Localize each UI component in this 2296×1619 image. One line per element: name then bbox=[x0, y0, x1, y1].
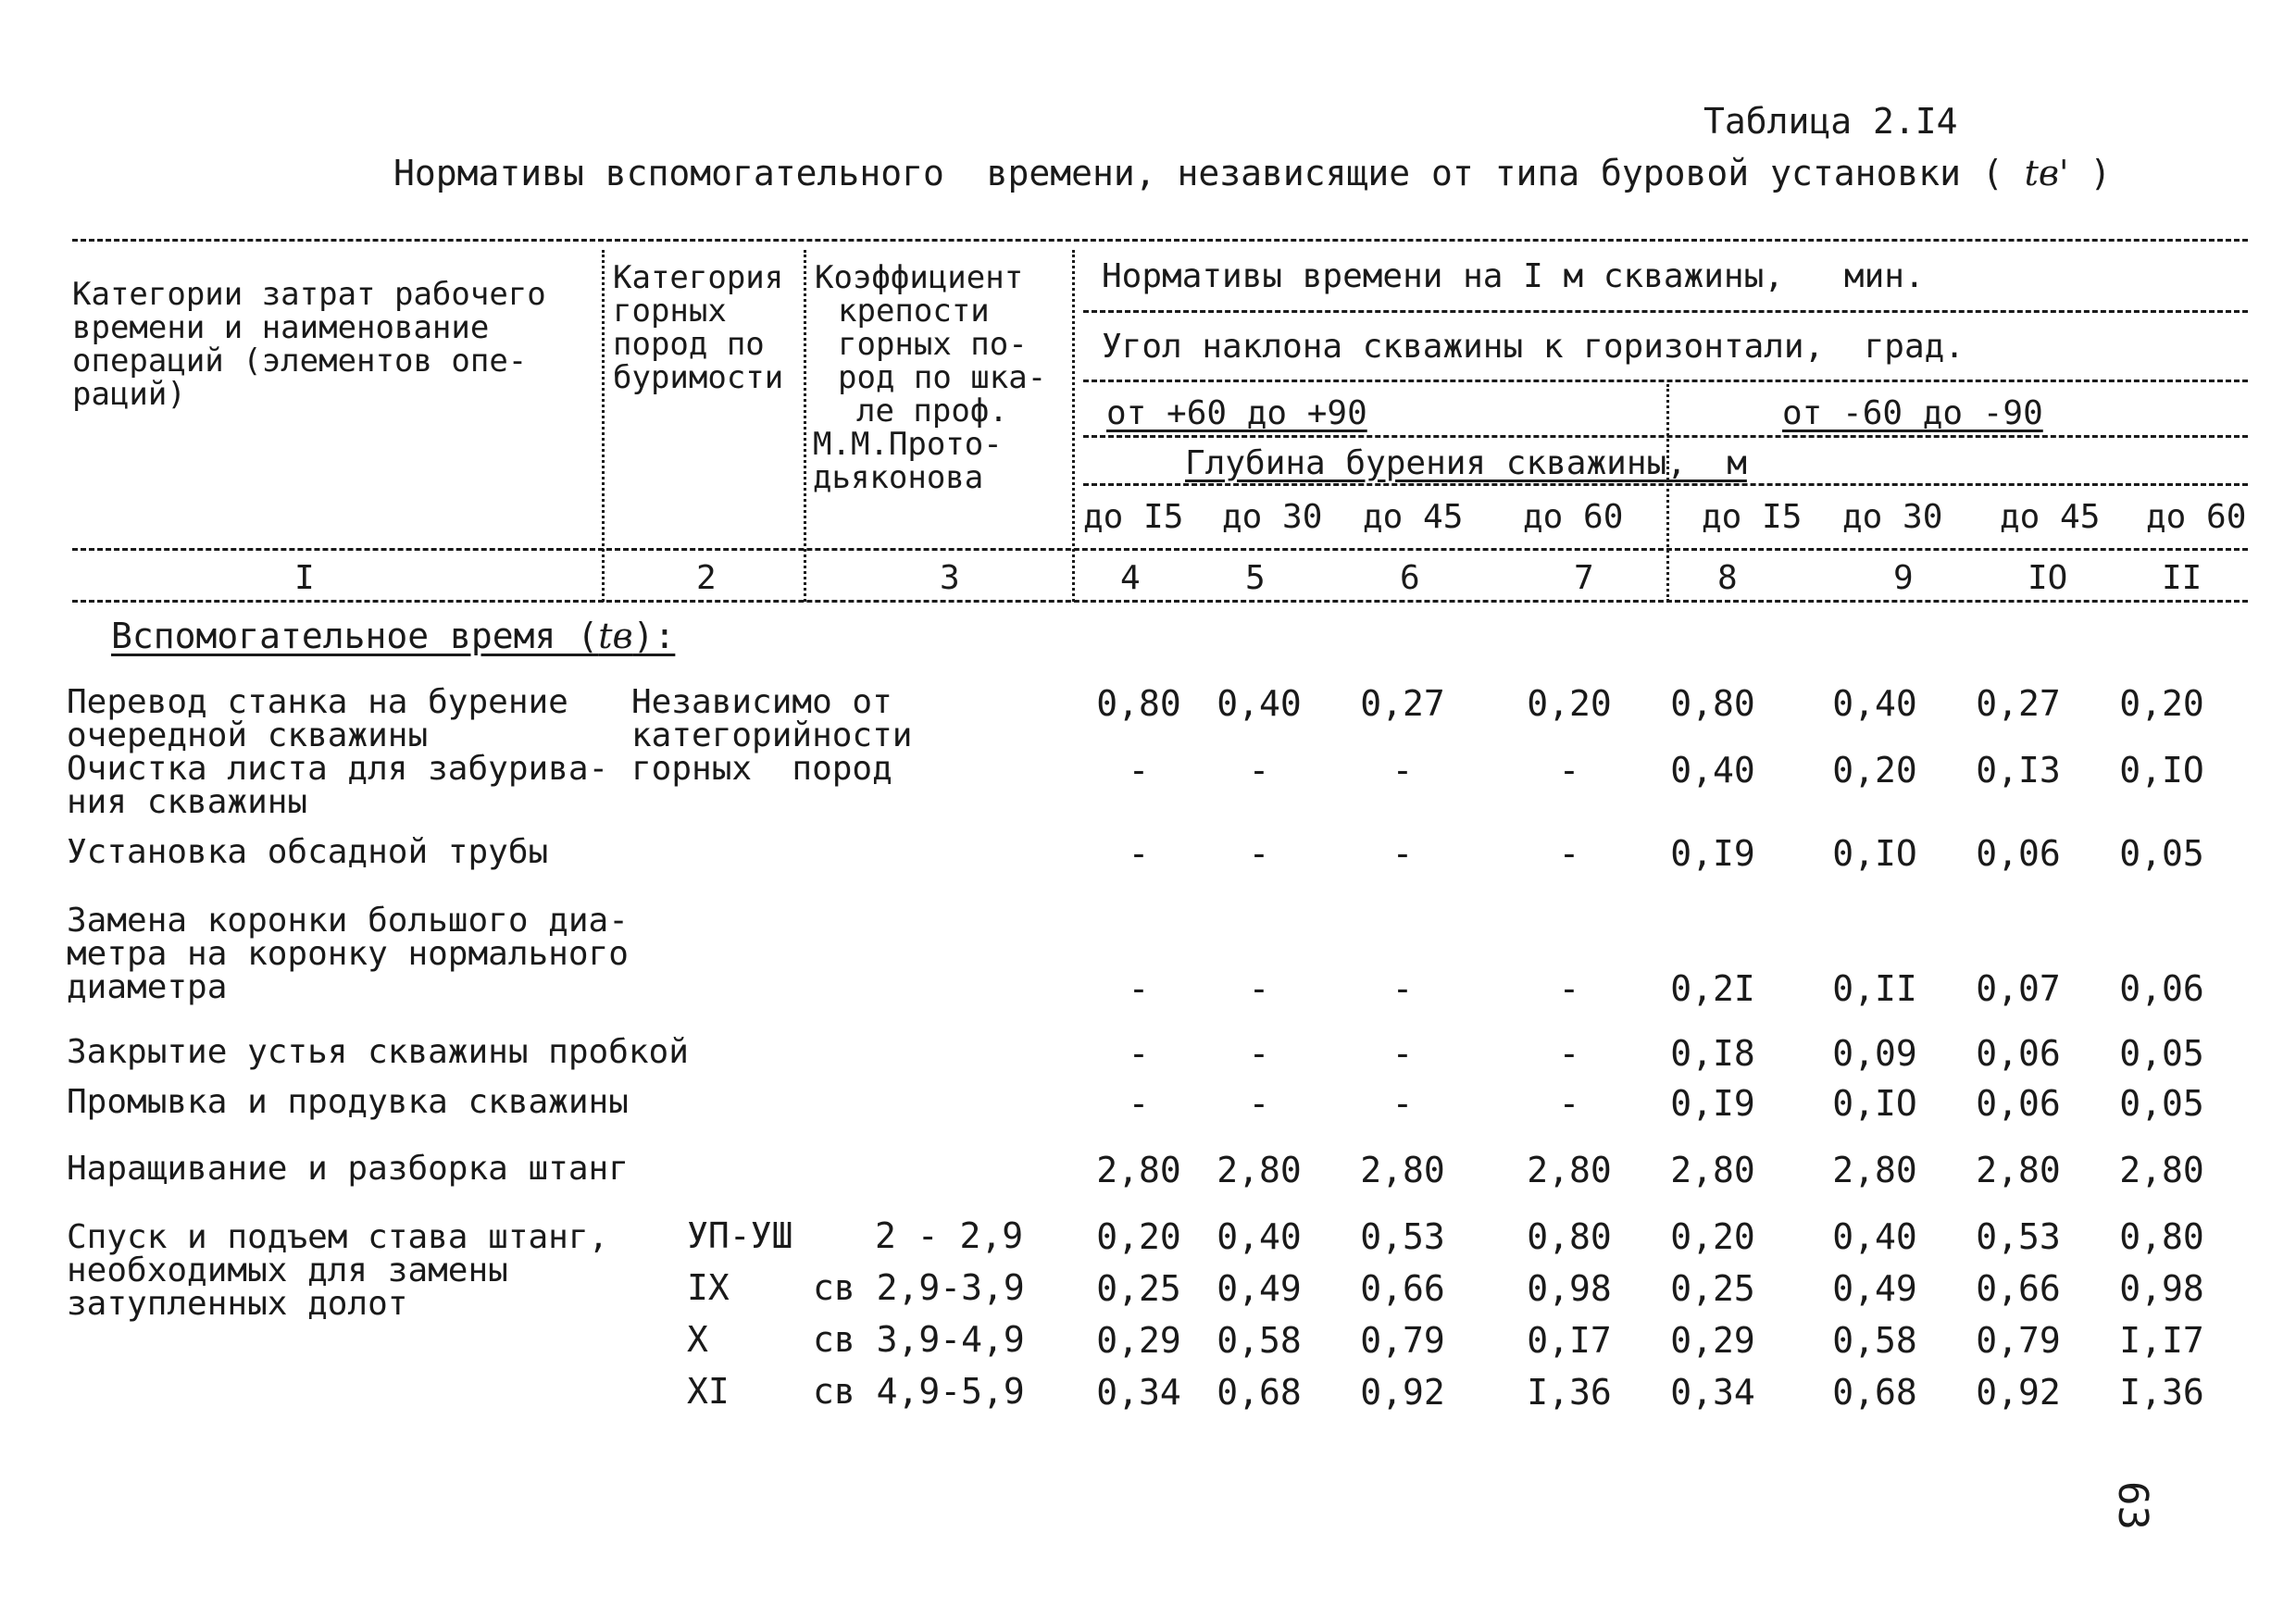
value-cell-r10-c10: 0,79 bbox=[1976, 1320, 2061, 1361]
col2-header-line3: пород по bbox=[613, 326, 765, 363]
title-text: Нормативы вспомогательного времени, независящие от типа буровой установки ( bbox=[393, 153, 2025, 193]
category-note-line3: горных пород bbox=[631, 750, 892, 788]
group-cat-3: X bbox=[687, 1319, 708, 1360]
value-cell-r5-c11: 0,05 bbox=[2119, 1033, 2204, 1074]
value-cell-r9-c8: 0,25 bbox=[1670, 1268, 1755, 1309]
value-cell-r4-c10: 0,07 bbox=[1976, 968, 2061, 1009]
value-cell-r3-c4: - bbox=[1128, 833, 1150, 874]
value-cell-r8-c9: 0,40 bbox=[1832, 1216, 1917, 1257]
value-cell-r6-c7: - bbox=[1558, 1083, 1580, 1124]
value-cell-r9-c5: 0,49 bbox=[1217, 1268, 1302, 1309]
colnum-3: 3 bbox=[940, 559, 960, 597]
value-cell-r2-c10: 0,I3 bbox=[1976, 750, 2061, 791]
value-cell-r1-c11: 0,20 bbox=[2119, 683, 2204, 724]
value-cell-r7-c9: 2,80 bbox=[1832, 1150, 1917, 1190]
col2-header-line4: буримости bbox=[613, 359, 784, 396]
value-cell-r2-c5: - bbox=[1248, 750, 1270, 791]
value-cell-r6-c6: - bbox=[1391, 1083, 1414, 1124]
colnum-6: 6 bbox=[1400, 559, 1420, 597]
col3-header-line6: М.М.Прото- bbox=[813, 426, 1003, 463]
value-cell-r11-c4: 0,34 bbox=[1096, 1372, 1181, 1413]
section-title-text: Вспомогательное время ( bbox=[111, 616, 599, 656]
depth-col-11: до 60 bbox=[2146, 498, 2247, 536]
rule-under-norm bbox=[1083, 310, 2248, 313]
value-cell-r3-c8: 0,I9 bbox=[1670, 833, 1755, 874]
colnum-5: 5 bbox=[1245, 559, 1266, 597]
group-coef-2: св 2,9-3,9 bbox=[813, 1267, 1025, 1308]
sep-col3 bbox=[1072, 250, 1075, 602]
value-cell-r11-c5: 0,68 bbox=[1217, 1372, 1302, 1413]
value-cell-r10-c5: 0,58 bbox=[1217, 1320, 1302, 1361]
value-cell-r1-c6: 0,27 bbox=[1360, 683, 1445, 724]
table-label: Таблица 2.I4 bbox=[1703, 101, 1958, 142]
value-cell-r2-c4: - bbox=[1128, 750, 1150, 791]
group-cat-4: XI bbox=[687, 1371, 730, 1412]
value-cell-r8-c10: 0,53 bbox=[1976, 1216, 2061, 1257]
rule-numbers-bottom bbox=[72, 600, 2248, 603]
value-cell-r10-c9: 0,58 bbox=[1832, 1320, 1917, 1361]
page-number: 63 bbox=[2109, 1481, 2156, 1530]
value-cell-r3-c11: 0,05 bbox=[2119, 833, 2204, 874]
value-cell-r4-c9: 0,II bbox=[1832, 968, 1917, 1009]
rule-under-angle bbox=[1083, 380, 2248, 382]
value-cell-r8-c8: 0,20 bbox=[1670, 1216, 1755, 1257]
colnum-1: I bbox=[294, 559, 315, 597]
value-cell-r3-c7: - bbox=[1558, 833, 1580, 874]
value-cell-r10-c8: 0,29 bbox=[1670, 1320, 1755, 1361]
value-cell-r4-c11: 0,06 bbox=[2119, 968, 2204, 1009]
row4-name-line3: диаметра bbox=[67, 968, 228, 1006]
value-cell-r5-c6: - bbox=[1391, 1033, 1414, 1074]
section-title-end: ): bbox=[632, 616, 676, 656]
value-cell-r7-c8: 2,80 bbox=[1670, 1150, 1755, 1190]
col3-header-line2: крепости bbox=[838, 293, 990, 330]
category-note-line1: Независимо от bbox=[631, 683, 892, 721]
colnum-2: 2 bbox=[696, 559, 717, 597]
category-note-line2: категорийности bbox=[631, 716, 913, 754]
value-cell-r5-c7: - bbox=[1558, 1033, 1580, 1074]
colnum-10: IO bbox=[2028, 559, 2068, 597]
value-cell-r4-c8: 0,2I bbox=[1670, 968, 1755, 1009]
value-cell-r1-c5: 0,40 bbox=[1217, 683, 1302, 724]
row3-name: Установка обсадной трубы bbox=[67, 833, 549, 871]
value-cell-r8-c7: 0,80 bbox=[1527, 1216, 1612, 1257]
col1-header-line4: раций) bbox=[72, 376, 186, 413]
col1-header-line2: времени и наименование bbox=[72, 309, 490, 346]
value-cell-r2-c9: 0,20 bbox=[1832, 750, 1917, 791]
value-cell-r5-c4: - bbox=[1128, 1033, 1150, 1074]
sep-range bbox=[1666, 384, 1669, 602]
colnum-4: 4 bbox=[1120, 559, 1141, 597]
value-cell-r8-c5: 0,40 bbox=[1217, 1216, 1302, 1257]
value-cell-r8-c6: 0,53 bbox=[1360, 1216, 1445, 1257]
rule-under-depth bbox=[1083, 483, 2248, 486]
section-title bbox=[111, 618, 675, 654]
value-cell-r11-c6: 0,92 bbox=[1360, 1372, 1445, 1413]
colnum-8: 8 bbox=[1717, 559, 1738, 597]
value-cell-r6-c10: 0,06 bbox=[1976, 1083, 2061, 1124]
col3-header-line4: род по шка- bbox=[838, 359, 1047, 396]
value-cell-r3-c10: 0,06 bbox=[1976, 833, 2061, 874]
value-cell-r1-c8: 0,80 bbox=[1670, 683, 1755, 724]
col3-header-line1: Коэффициент bbox=[815, 259, 1024, 296]
value-cell-r8-c11: 0,80 bbox=[2119, 1216, 2204, 1257]
value-cell-r10-c11: I,I7 bbox=[2119, 1320, 2204, 1361]
depth-col-4: до I5 bbox=[1083, 498, 1184, 536]
row7-name: Наращивание и разборка штанг bbox=[67, 1150, 629, 1188]
value-cell-r4-c5: - bbox=[1248, 968, 1270, 1009]
value-cell-r7-c7: 2,80 bbox=[1527, 1150, 1612, 1190]
value-cell-r6-c11: 0,05 bbox=[2119, 1083, 2204, 1124]
value-cell-r5-c10: 0,06 bbox=[1976, 1033, 2061, 1074]
group-coef-4: св 4,9-5,9 bbox=[813, 1371, 1025, 1412]
table-title bbox=[393, 153, 2112, 193]
section-symbol: tв bbox=[598, 616, 633, 656]
table-top-rule bbox=[72, 239, 2248, 242]
depth-col-9: до 30 bbox=[1842, 498, 1943, 536]
value-cell-r7-c11: 2,80 bbox=[2119, 1150, 2204, 1190]
sep-col1 bbox=[602, 250, 605, 602]
col2-header-line2: горных bbox=[613, 293, 727, 330]
value-cell-r9-c10: 0,66 bbox=[1976, 1268, 2061, 1309]
value-cell-r4-c7: - bbox=[1558, 968, 1580, 1009]
value-cell-r3-c5: - bbox=[1248, 833, 1270, 874]
col3-header-line3: горных по- bbox=[838, 326, 1028, 363]
value-cell-r2-c7: - bbox=[1558, 750, 1580, 791]
title-symbol: tв' bbox=[2024, 153, 2069, 193]
row4-name-line2: метра на коронку нормального bbox=[67, 935, 629, 973]
group-name-line1: Спуск и подъем става штанг, bbox=[67, 1218, 609, 1256]
row2-name-line2: ния скважины bbox=[67, 783, 308, 821]
row6-name: Промывка и продувка скважины bbox=[67, 1083, 629, 1121]
value-cell-r5-c8: 0,I8 bbox=[1670, 1033, 1755, 1074]
value-cell-r7-c4: 2,80 bbox=[1096, 1150, 1181, 1190]
value-cell-r6-c4: - bbox=[1128, 1083, 1150, 1124]
depth-col-10: до 45 bbox=[2000, 498, 2101, 536]
value-cell-r8-c4: 0,20 bbox=[1096, 1216, 1181, 1257]
colnum-9: 9 bbox=[1893, 559, 1914, 597]
value-cell-r11-c7: I,36 bbox=[1527, 1372, 1612, 1413]
col1-header-line1: Категории затрат рабочего bbox=[72, 276, 546, 313]
value-cell-r10-c7: 0,I7 bbox=[1527, 1320, 1612, 1361]
value-cell-r11-c11: I,36 bbox=[2119, 1372, 2204, 1413]
col3-header-line5: ле проф. bbox=[856, 392, 1008, 430]
value-cell-r5-c5: - bbox=[1248, 1033, 1270, 1074]
depth-col-8: до I5 bbox=[1702, 498, 1803, 536]
value-cell-r6-c8: 0,I9 bbox=[1670, 1083, 1755, 1124]
value-cell-r11-c8: 0,34 bbox=[1670, 1372, 1755, 1413]
rule-header-bottom bbox=[72, 548, 2248, 551]
group-coef-1: 2 - 2,9 bbox=[875, 1215, 1024, 1256]
depth-header: Глубина бурения скважины, м bbox=[1185, 444, 1747, 482]
value-cell-r1-c7: 0,20 bbox=[1527, 683, 1612, 724]
group-name-line3: затупленных долот bbox=[67, 1285, 408, 1323]
value-cell-r7-c10: 2,80 bbox=[1976, 1150, 2061, 1190]
col3-header-line7: дьяконова bbox=[813, 459, 984, 496]
depth-col-5: до 30 bbox=[1222, 498, 1323, 536]
group-cat-2: IX bbox=[687, 1267, 730, 1308]
row5-name: Закрытие устья скважины пробкой bbox=[67, 1033, 689, 1071]
title-end: ) bbox=[2068, 153, 2112, 193]
row1-name-line2: очередной скважины bbox=[67, 716, 429, 754]
value-cell-r9-c11: 0,98 bbox=[2119, 1268, 2204, 1309]
value-cell-r11-c10: 0,92 bbox=[1976, 1372, 2061, 1413]
colnum-11: II bbox=[2162, 559, 2202, 597]
row1-name-line1: Перевод станка на бурение bbox=[67, 683, 568, 721]
value-cell-r4-c6: - bbox=[1391, 968, 1414, 1009]
value-cell-r4-c4: - bbox=[1128, 968, 1150, 1009]
range-positive: от +60 до +90 bbox=[1106, 394, 1367, 432]
group-cat-1: УП-УШ bbox=[687, 1215, 793, 1256]
group-coef-3: св 3,9-4,9 bbox=[813, 1319, 1025, 1360]
col2-header-line1: Категория bbox=[613, 259, 784, 296]
depth-col-7: до 60 bbox=[1523, 498, 1624, 536]
range-negative: от -60 до -90 bbox=[1782, 394, 2043, 432]
value-cell-r9-c7: 0,98 bbox=[1527, 1268, 1612, 1309]
value-cell-r10-c4: 0,29 bbox=[1096, 1320, 1181, 1361]
value-cell-r1-c9: 0,40 bbox=[1832, 683, 1917, 724]
value-cell-r1-c10: 0,27 bbox=[1976, 683, 2061, 724]
value-cell-r11-c9: 0,68 bbox=[1832, 1372, 1917, 1413]
value-cell-r6-c9: 0,IO bbox=[1832, 1083, 1917, 1124]
sep-col2 bbox=[804, 250, 806, 602]
value-cell-r2-c8: 0,40 bbox=[1670, 750, 1755, 791]
value-cell-r2-c11: 0,IO bbox=[2119, 750, 2204, 791]
value-cell-r7-c5: 2,80 bbox=[1217, 1150, 1302, 1190]
value-cell-r3-c6: - bbox=[1391, 833, 1414, 874]
value-cell-r9-c6: 0,66 bbox=[1360, 1268, 1445, 1309]
row2-name-line1: Очистка листа для забурива- bbox=[67, 750, 609, 788]
value-cell-r10-c6: 0,79 bbox=[1360, 1320, 1445, 1361]
depth-col-6: до 45 bbox=[1363, 498, 1464, 536]
value-cell-r9-c9: 0,49 bbox=[1832, 1268, 1917, 1309]
value-cell-r2-c6: - bbox=[1391, 750, 1414, 791]
value-cell-r1-c4: 0,80 bbox=[1096, 683, 1181, 724]
value-cell-r9-c4: 0,25 bbox=[1096, 1268, 1181, 1309]
value-cell-r3-c9: 0,IO bbox=[1832, 833, 1917, 874]
value-cell-r5-c9: 0,09 bbox=[1832, 1033, 1917, 1074]
group-name-line2: необходимых для замены bbox=[67, 1252, 508, 1289]
norm-header: Нормативы времени на I м скважины, мин. bbox=[1102, 257, 1925, 295]
rule-under-range bbox=[1083, 435, 2248, 438]
colnum-7: 7 bbox=[1574, 559, 1594, 597]
value-cell-r6-c5: - bbox=[1248, 1083, 1270, 1124]
row4-name-line1: Замена коронки большого диа- bbox=[67, 902, 629, 940]
value-cell-r7-c6: 2,80 bbox=[1360, 1150, 1445, 1190]
angle-header: Угол наклона скважины к горизонтали, град. bbox=[1102, 328, 1965, 366]
col1-header-line3: операций (элементов опе- bbox=[72, 342, 528, 380]
